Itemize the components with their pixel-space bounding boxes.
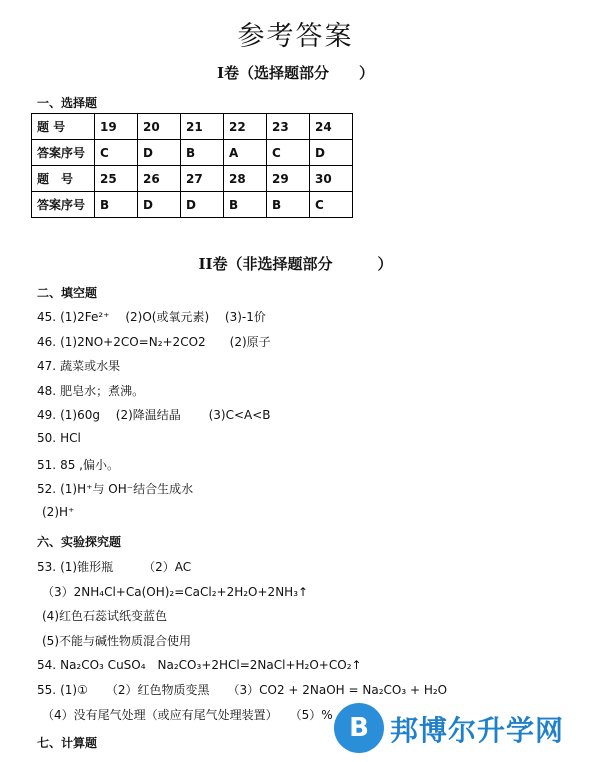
section-fill-in: 二、填空题: [37, 286, 98, 300]
table-cell: 27: [181, 166, 224, 192]
answer-line: [42, 607, 167, 624]
answer-text: (1)锥形瓶 （2）AC: [60, 560, 192, 574]
answer-line: [37, 333, 271, 350]
table-row: [32, 192, 353, 218]
table-cell: C: [95, 140, 138, 166]
answer-text: Na₂CO₃ CuSO₄ Na₂CO₃+2HCl=2NaCl+H₂O+CO₂↑: [60, 658, 362, 673]
part-one-heading: I卷（选择题部分 ）: [216, 64, 375, 82]
table-cell: B: [224, 192, 267, 218]
question-number: 51.: [37, 457, 57, 472]
table-row-header: 题 号: [32, 166, 95, 192]
table-cell: D: [310, 140, 353, 166]
answer-text: (5)不能与碱性物质混合使用: [42, 633, 191, 648]
answer-line: [37, 406, 271, 423]
table-cell: D: [138, 140, 181, 166]
table-cell: 21: [181, 114, 224, 140]
answer-text: (1)H⁺与 OH⁻结合生成水: [60, 482, 194, 497]
answer-line: [37, 357, 120, 374]
section-experiment: 六、实验探究题: [37, 535, 122, 549]
question-number: 55.: [37, 683, 57, 697]
question-number: 47.: [37, 359, 57, 374]
table-cell: B: [267, 192, 310, 218]
table-row-header: 答案序号: [32, 140, 95, 166]
table-cell: 22: [224, 114, 267, 140]
answer-text: (1)① （2）红色物质变黑 （3）CO2 + 2NaOH = Na₂CO₃ + H₂O: [60, 683, 448, 697]
watermark-logo-icon: B: [334, 703, 384, 753]
table-cell: 30: [310, 166, 353, 192]
table-row-header: 答案序号: [32, 192, 95, 218]
answer-text: （3）2NH₄Cl+Ca(OH)₂=CaCl₂+2H₂O+2NH₃↑: [42, 584, 309, 599]
answer-line: [37, 456, 119, 473]
table-cell: 23: [267, 114, 310, 140]
table-row-header: 题 号: [32, 114, 95, 140]
watermark-text: 邦博尔升学网: [390, 714, 565, 747]
answer-line: [42, 505, 74, 519]
answer-text: (1)2NO+2CO=N₂+2CO2 (2)原子: [60, 334, 271, 349]
table-cell: B: [181, 140, 224, 166]
answer-text: (1)60g (2)降温结晶 (3)C<A<B: [60, 408, 271, 423]
answer-text: 85 ,偏小。: [60, 457, 119, 472]
answer-text: （4）没有尾气处理（或应有尾气处理装置） （5）%: [42, 707, 333, 722]
answer-text: (2)H⁺: [42, 504, 75, 519]
table-row: [32, 140, 353, 166]
table-cell: A: [224, 140, 267, 166]
question-number: 45.: [37, 310, 57, 324]
answer-line: [37, 558, 191, 575]
answer-line: [42, 706, 333, 723]
answer-line: [42, 632, 191, 649]
table-row: [32, 114, 353, 140]
table-cell: 20: [138, 114, 181, 140]
table-cell: 29: [267, 166, 310, 192]
answer-text: HCl: [60, 431, 81, 445]
table-cell: C: [310, 192, 353, 218]
part-two-heading: II卷（非选择题部分 ）: [198, 255, 393, 273]
answer-table: [31, 113, 353, 218]
question-number: 46.: [37, 334, 57, 349]
table-cell: B: [95, 192, 138, 218]
table-cell: 24: [310, 114, 353, 140]
answer-text: (1)2Fe²⁺ (2)O(或氧元素) (3)-1价: [60, 310, 266, 324]
answer-line: [37, 308, 266, 325]
table-cell: 26: [138, 166, 181, 192]
answer-text: (4)红色石蕊试纸变蓝色: [42, 609, 167, 624]
table-cell: 19: [95, 114, 138, 140]
page-title: 参考答案: [237, 21, 354, 52]
answer-line: [37, 480, 193, 497]
section-multiple-choice: 一、选择题: [37, 96, 98, 110]
question-number: 49.: [37, 408, 57, 423]
question-number: 53.: [37, 560, 57, 574]
table-cell: D: [138, 192, 181, 218]
table-cell: 25: [95, 166, 138, 192]
answer-text: 蔬菜或水果: [60, 359, 121, 374]
question-number: 52.: [37, 482, 57, 497]
question-number: 54.: [37, 658, 57, 673]
answer-line: [37, 656, 362, 673]
table-row: [32, 166, 353, 192]
answer-line: [42, 583, 308, 600]
table-cell: D: [181, 192, 224, 218]
answer-line: [37, 431, 81, 445]
question-number: 48.: [37, 383, 57, 398]
question-number: 50.: [37, 431, 57, 445]
answer-text: 肥皂水；煮沸。: [60, 383, 145, 398]
answer-line: [37, 382, 144, 399]
watermark-logo: [334, 695, 574, 755]
section-calculation: 七、计算题: [37, 736, 98, 750]
table-cell: 28: [224, 166, 267, 192]
table-cell: C: [267, 140, 310, 166]
